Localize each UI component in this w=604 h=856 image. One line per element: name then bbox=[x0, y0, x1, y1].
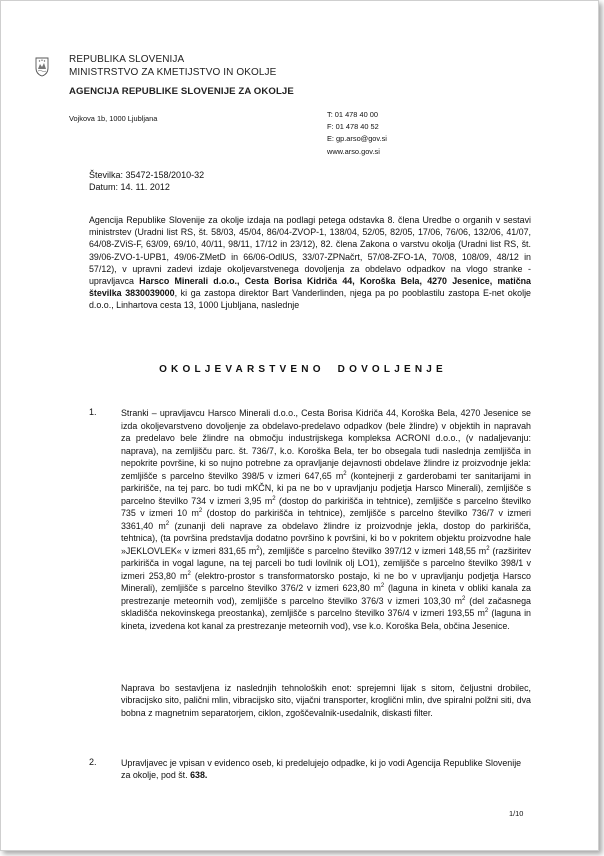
item1-text: (elektro-prostor s transformatorsko postajo, ki ne bo v upravljanju podjetja Harsco Minerali), zemljišče s parcelno številko 376/2 v izmeri 623,80 m bbox=[121, 570, 531, 593]
item1-text: (zunanji deli naprave za obdelavo žlindre iz proizvodnje jekla, dostop do parkirišča, tehtnica), (ta površina predstavlja dodatno površino k površini, ki bo v pokritem objektu proizvodne hale »JEKLOVLEK« v izmeri 831,65 m bbox=[121, 520, 531, 556]
agency-address: Vojkova 1b, 1000 Ljubljana bbox=[69, 114, 158, 123]
reference-block bbox=[89, 169, 204, 193]
intro-party-bold: Harsco Minerali d.o.o., Cesta Borisa Kidriča 44, Koroška Bela, 4270 Jesenice, matična številka 3830039000 bbox=[89, 276, 531, 299]
superscript: 2 bbox=[272, 495, 276, 502]
item1-text: (razširitev parkirišča in vogal lagune, na tej parceli bo tudi lovilnik olj LO1), zemljišče s parcelno številko 398/1 v izmeri 253,80 m bbox=[121, 545, 531, 581]
superscript: 2 bbox=[198, 508, 203, 515]
item2-paragraph bbox=[121, 757, 531, 782]
registration-number: 638. bbox=[190, 770, 208, 781]
item2-number: 2. bbox=[89, 757, 97, 767]
header-agency: AGENCIJA REPUBLIKE SLOVENIJE ZA OKOLJE bbox=[69, 86, 294, 97]
reference-number: Številka: 35472-158/2010-32 bbox=[89, 170, 205, 180]
item1-text: (del začasnega skladišča nekovinskega preostanka), zemljišče s parcelno številko 376/4 v izmeri 193,55 m bbox=[121, 595, 531, 618]
superscript: 2 bbox=[343, 470, 347, 477]
superscript: 2 bbox=[256, 545, 260, 552]
item1-paragraph bbox=[121, 407, 531, 632]
contact-email: E: gp.arso@gov.si bbox=[327, 134, 387, 144]
intro-text-a: Agencija Republike Slovenije za okolje izdaja na podlagi petega odstavka 8. člena Uredbe o organih v sestavi ministrstev (Uradni list RS, št. 58/03, 45/04, 86/04-ZVOP-1, 138/04, 52/05, 82/05, 17/06, 76/06, 132/06, 41/07, 64/08-ZViS-F, 63/09, 69/10, 40/11, 98/11, 17/12 in 23/12), 82. člena Zakona o varstvu okolja (Uradni list RS, št. 39/06-ZVO-1-UPB1, 49/06-ZMetD in 66/06-OdlUS, 33/07-ZPNačrt, 57/08-ZFO-1A, 70/08, 108/09, 48/12 in 57/12), v upravni zadevi izdaje okoljevarstvenega dovoljenja za obdelavo odpadkov na vlogo stranke - upravljavca bbox=[89, 215, 531, 287]
coat-of-arms-icon bbox=[35, 57, 49, 77]
item1-text: Stranki – upravljavcu Harsco Minerali d.o.o., Cesta Borisa Kidriča 44, Koroška Bela, 4270 Jesenice se izda okoljevarstveno dovoljenje za obdelavo-predelavo odpadkov (bele žlindre) v objektih in napravah za predelavo bele žlindre na območju industrijskega kompleksa ACRONI d.o.o., (v nadaljevanju: naprava), na zemljišču parc. št. 736/7, k.o. Koroška Bela, ter bo obsegala tudi naslednja zemljišča in nepokrite površine, ki so nujno potrebne za opravljanje dejavnosti obdelave žlindre iz proizvodnje jekla: zemljišče s parcelno številko 398/5 v izmeri 647,65 m bbox=[121, 408, 531, 481]
item1-number: 1. bbox=[89, 407, 97, 417]
contact-web: www.arso.gov.si bbox=[327, 146, 380, 156]
document-title: OKOLJEVARSTVENO DOVOLJENJE bbox=[159, 364, 447, 375]
item1-text: (dostop do parkirišča in tehtnice), zemljišče s parcelno številko 735 v izmeri 10 m bbox=[121, 495, 531, 518]
header-org-line1: REPUBLIKA SLOVENIJA bbox=[69, 54, 185, 65]
superscript: 2 bbox=[187, 570, 191, 577]
item1-text: ), zemljišče s parcelno številko 397/12 v izmeri 148,55 m bbox=[259, 545, 487, 556]
technology-units-paragraph: Naprava bo sestavljena iz naslednjih tehnoloških enot: sprejemni lijak s sitom, čeljustni drobilec, vibracijsko sito, palični mlin, vibracijsko sito, vijačni transporter, kroglični mlin, dve spiralni polžni siti, dva bobna z magnetnim separatorjem, ciklon, zgoščevalnik-usedalnik, diskasti filter. bbox=[121, 683, 531, 718]
superscript: 2 bbox=[462, 595, 466, 602]
page-number: 1/10 bbox=[509, 809, 524, 818]
item1-text: (laguna in kineta, izvedena kot kanal za prestrezanje meteornih vod), vse k.o. Koroška Bela, občina Jesenice. bbox=[121, 608, 531, 631]
intro-text-b: , ki ga zastopa direktor Bart Vanderlinden, njega pa po pooblastilu zastopa E-net okolje d.o.o., Linhartova cesta 13, 1000 Ljubljana, naslednje bbox=[89, 288, 531, 311]
contact-phone: T: 01 478 40 00 bbox=[327, 110, 378, 119]
header-org-line2: MINISTRSTVO ZA KMETIJSTVO IN OKOLJE bbox=[69, 67, 277, 78]
superscript: 2 bbox=[380, 583, 385, 590]
contact-fax: F: 01 478 40 52 bbox=[327, 122, 379, 132]
item2-text: Upravljavec je vpisan v evidenco oseb, ki predelujejo odpadke, ki jo vodi Agencija Republike Slovenije za okolje, pod št. bbox=[121, 758, 522, 781]
reference-date: Datum: 14. 11. 2012 bbox=[89, 182, 170, 192]
item1-text: (kontejnerji z garderobami ter sanitarijami in parkirišče, na tej parc. bo tudi mKČN, ki pa ne bo v upravljanju podjetja Harsco Minerali), zemljišče s parcelno številko 734 v izmeri 3,95 m bbox=[121, 470, 531, 506]
superscript: 2 bbox=[165, 520, 170, 527]
superscript: 2 bbox=[486, 545, 490, 552]
intro-paragraph bbox=[89, 214, 531, 312]
item1-text: (laguna in kineta v obliki kanala za prestrezanje meteornih vod), zemljišče s parcelno številko 376/3 v izmeri 103,30 m bbox=[121, 583, 531, 606]
superscript: 2 bbox=[484, 608, 489, 615]
item1-text: (dostop do parkirišča in tehtnice), zemljišče s parcelno številko 736/7 v izmeri 3361,40 m bbox=[121, 508, 531, 531]
contact-block bbox=[327, 109, 387, 158]
